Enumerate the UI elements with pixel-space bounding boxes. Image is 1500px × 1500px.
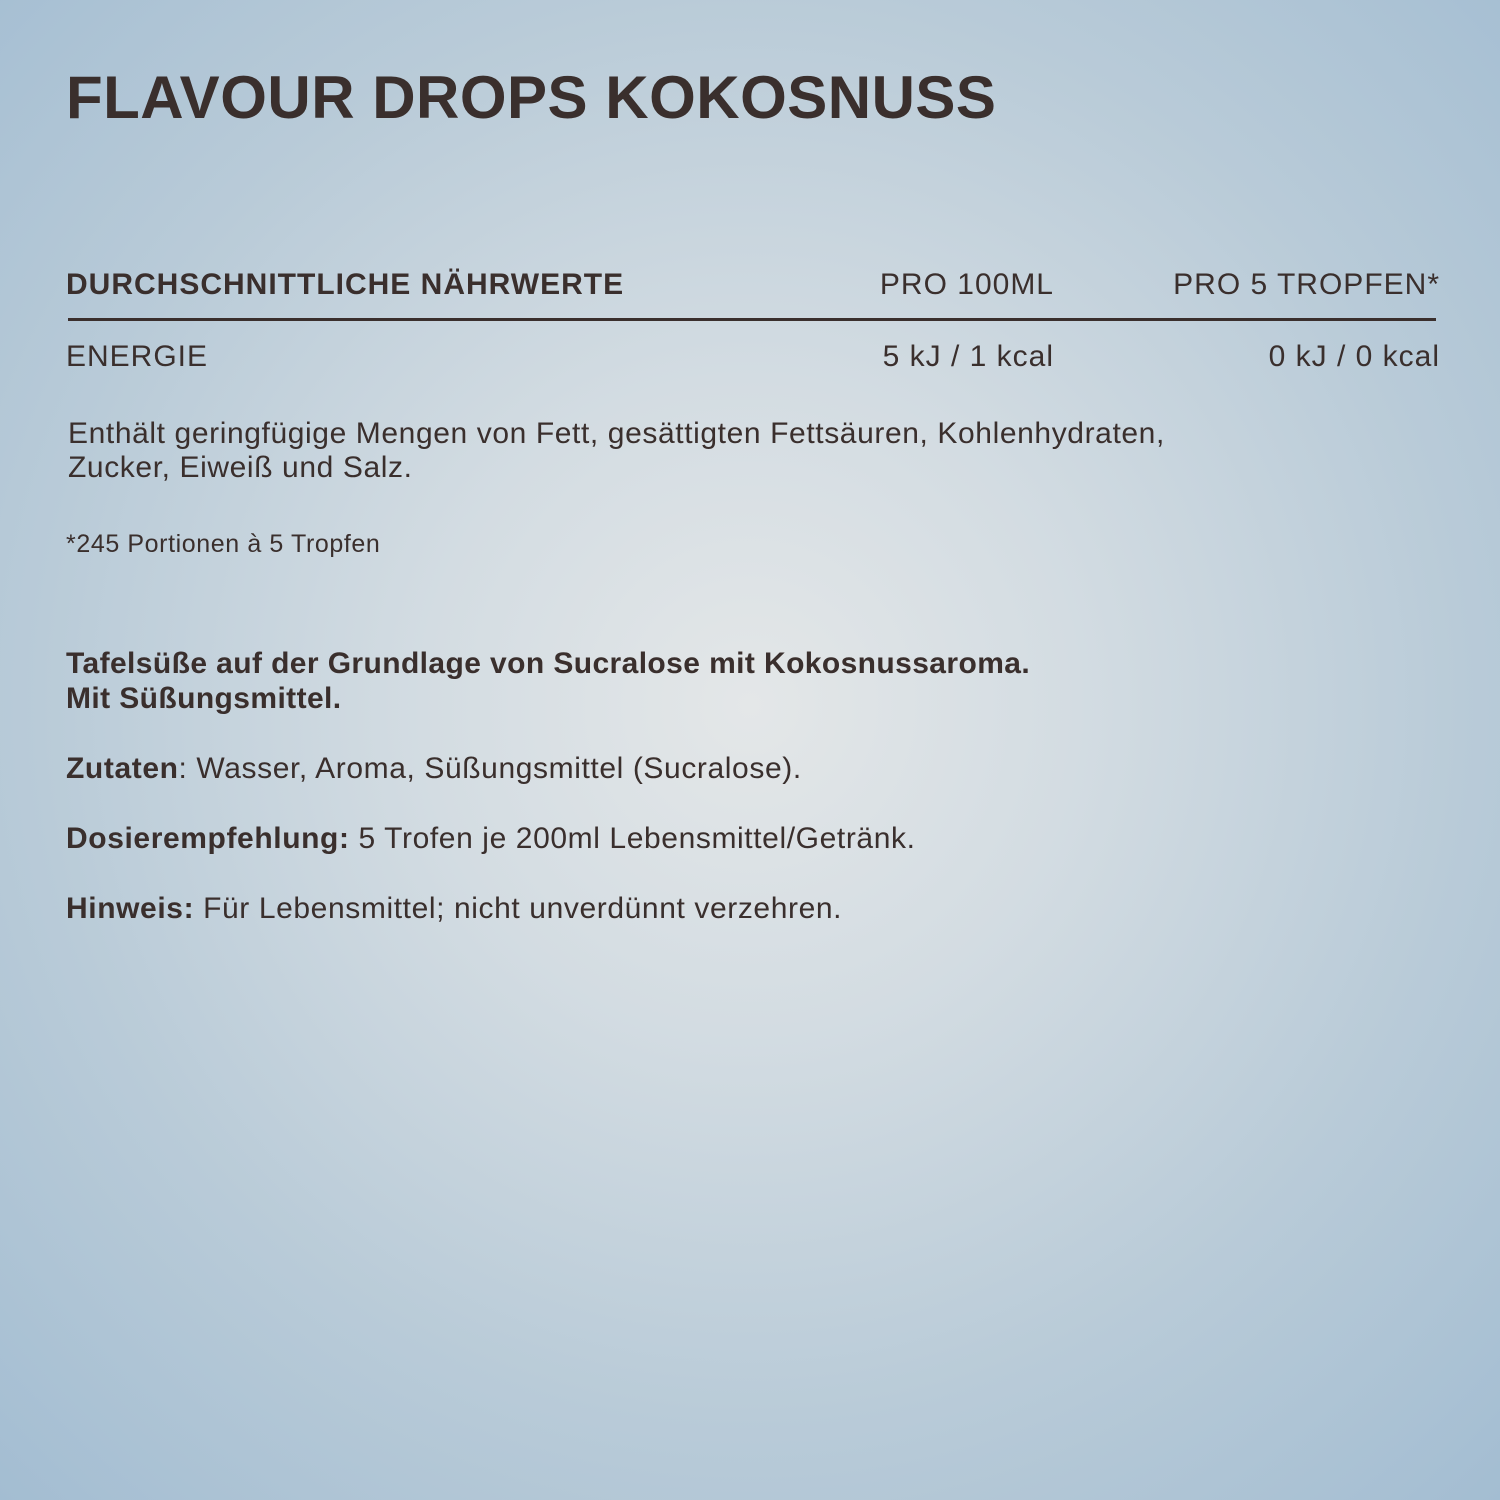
- page-title: FLAVOUR DROPS KOKOSNUSS: [66, 64, 997, 131]
- description-line-2: Mit Süßungsmittel.: [66, 682, 342, 715]
- dosage-text: 5 Trofen je 200ml Lebensmittel/Getränk.: [349, 822, 916, 855]
- trace-note-line-1: Enthält geringfügige Mengen von Fett, gesättigten Fettsäuren, Kohlenhydraten,: [68, 417, 1165, 450]
- ingredients-text: : Wasser, Aroma, Süßungsmittel (Sucralose).: [178, 752, 802, 785]
- nutrition-header-label: DURCHSCHNITTLICHE NÄHRWERTE: [66, 268, 625, 301]
- ingredients-line: [66, 751, 802, 787]
- nutrition-table-header: [66, 262, 1440, 308]
- trace-note-line-2: Zucker, Eiweiß und Salz.: [68, 451, 413, 484]
- nutrition-table: [66, 262, 1440, 380]
- trace-nutrients-note: [68, 417, 1408, 485]
- notice-label: Hinweis:: [66, 892, 195, 925]
- nutrition-row-label: ENERGIE: [66, 340, 209, 373]
- dosage-label: Dosierempfehlung:: [66, 822, 350, 855]
- nutrition-table-divider: [68, 318, 1436, 321]
- nutrition-row-per-5-drops: 0 kJ / 0 kcal: [1268, 340, 1440, 373]
- notice-text: Für Lebensmittel; nicht unverdünnt verzehren.: [194, 892, 843, 925]
- description-line-1: Tafelsüße auf der Grundlage von Sucralose mit Kokosnussaroma.: [66, 647, 1031, 680]
- nutrition-header-per-5-drops: PRO 5 TROPFEN*: [1173, 268, 1440, 301]
- notice-line: [66, 891, 842, 927]
- ingredients-label: Zutaten: [66, 752, 179, 785]
- nutrition-row-energy: [66, 334, 1440, 380]
- nutrition-header-per-100ml: PRO 100ML: [879, 268, 1054, 301]
- product-description: [66, 646, 1030, 716]
- nutrition-row-per-100ml: 5 kJ / 1 kcal: [882, 340, 1054, 373]
- dosage-line: [66, 821, 916, 857]
- servings-footnote: *245 Portionen à 5 Tropfen: [66, 530, 381, 558]
